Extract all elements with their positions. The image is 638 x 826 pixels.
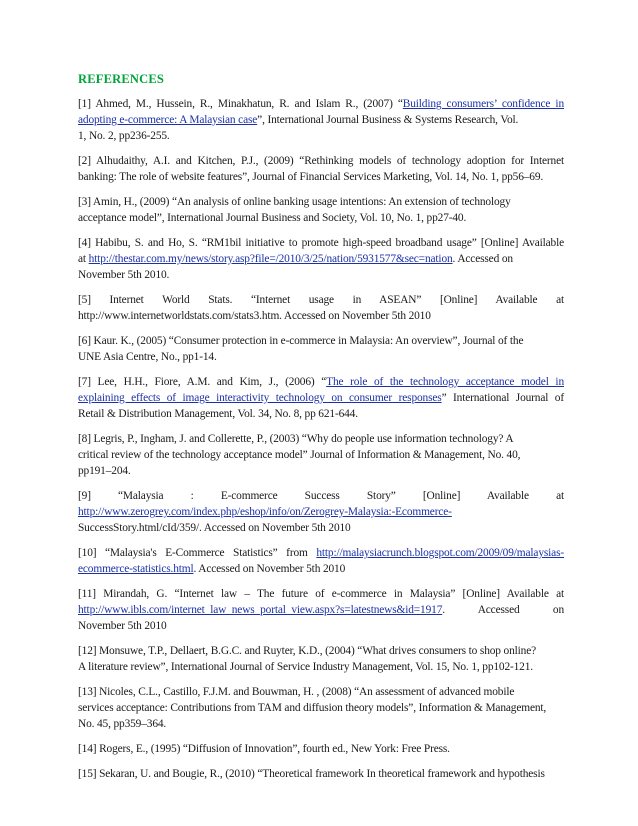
ref-line: [4] Habibu, S. and Ho, S. “RM1bil initiative to promote high-speed broadband usage” [Online] Available	[78, 237, 564, 249]
ref-line: SuccessStory.html/cId/359/. Accessed on November 5th 2010	[78, 522, 351, 534]
ref-line: [2] Alhudaithy, A.I. and Kitchen, P.J., (2009) “Rethinking models of technology adoption for Internet	[78, 155, 564, 167]
ref-link[interactable]: http://www.zerogrey.com/index.php/eshop/info/on/Zerogrey-Malaysia:-Ecommerce-	[78, 506, 452, 518]
ref-line: [9] “Malaysia : E-commerce Success Story” [Online] Available at	[78, 490, 564, 502]
reference-10	[78, 545, 564, 577]
ref-line: Retail & Distribution Management, Vol. 34, No. 8, pp 621-644.	[78, 408, 358, 420]
ref-link[interactable]: explaining effects of image interactivity technology on consumer responses	[78, 392, 442, 404]
reference-12	[78, 643, 564, 675]
ref-line: [8] Legris, P., Ingham, J. and Collerette, P., (2003) “Why do people use information technology? A	[78, 433, 514, 445]
ref-line: [12] Monsuwe, T.P., Dellaert, B.G.C. and Ruyter, K.D., (2004) “What drives consumers to shop online?	[78, 645, 537, 657]
ref-line: UNE Asia Centre, No., pp1-14.	[78, 351, 217, 363]
ref-line: [5] Internet World Stats. “Internet usage in ASEAN” [Online] Available at	[78, 294, 564, 306]
references-page	[78, 72, 564, 791]
ref-line: A literature review”, International Journal of Service Industry Management, Vol. 15, No. 1, pp102-121.	[78, 661, 533, 673]
ref-line: [7] Lee, H.H., Fiore, A.M. and Kim, J., (2006) “The role of the technology acceptance model in	[78, 376, 564, 388]
reference-6	[78, 333, 564, 365]
reference-13	[78, 684, 564, 732]
ref-link[interactable]: adopting e-commerce: A Malaysian case	[78, 114, 258, 126]
ref-line: banking: The role of website features”, Journal of Financial Services Marketing, Vol. 14, No. 1, pp56–69.	[78, 171, 544, 183]
ref-link[interactable]: http://malaysiacrunch.blogspot.com/2009/09/malaysias-	[316, 547, 564, 559]
ref-line: [11] Mirandah, G. “Internet law – The future of e-commerce in Malaysia” [Online] Available at	[78, 588, 564, 600]
ref-line: 1, No. 2, pp236-255.	[78, 130, 170, 142]
reference-9	[78, 488, 564, 536]
reference-5	[78, 292, 564, 324]
ref-line: critical review of the technology acceptance model” Journal of Information & Management, No. 40,	[78, 449, 521, 461]
ref-line	[78, 504, 564, 520]
ref-line: explaining effects of image interactivity technology on consumer responses” International Journal of	[78, 392, 564, 404]
reference-7	[78, 374, 564, 422]
ref-line: [1] Ahmed, M., Hussein, R., Minakhatun, R. and Islam R., (2007) “Building consumers’ confidence in	[78, 98, 564, 110]
ref-line: [15] Sekaran, U. and Bougie, R., (2010) “Theoretical framework In theoretical framework and hypothesis	[78, 768, 545, 780]
reference-14	[78, 741, 564, 757]
reference-11	[78, 586, 564, 634]
ref-link[interactable]: Building consumers’ confidence in	[402, 98, 564, 110]
ref-line: [13] Nicoles, C.L., Castillo, F.J.M. and Bouwman, H. , (2008) “An assessment of advanced mobile	[78, 686, 515, 698]
ref-line: [3] Amin, H., (2009) “An analysis of online banking usage intentions: An extension of technology	[78, 196, 511, 208]
references-heading: REFERENCES	[78, 72, 165, 86]
ref-line: pp191–204.	[78, 465, 131, 477]
ref-line: services acceptance: Contributions from TAM and diffusion theory models”, Information & Management,	[78, 702, 547, 714]
ref-line: http://www.ibls.com/internet_law_news_portal_view.aspx?s=latestnews&id=1917. Accessed on	[78, 604, 564, 616]
reference-3	[78, 194, 564, 226]
ref-link[interactable]: ecommerce-statistics.html	[78, 563, 194, 575]
ref-line: No. 45, pp359–364.	[78, 718, 167, 730]
ref-line: [6] Kaur. K., (2005) “Consumer protection in e-commerce in Malaysia: An overview”, Journal of the	[78, 335, 524, 347]
reference-1	[78, 96, 564, 144]
ref-line: November 5th 2010.	[78, 269, 170, 281]
ref-line: November 5th 2010	[78, 620, 167, 632]
ref-line: [10] “Malaysia's E-Commerce Statistics” from http://malaysiacrunch.blogspot.com/2009/09/malaysias-	[78, 547, 564, 559]
ref-line: adopting e-commerce: A Malaysian case”, International Journal Business & Systems Research, Vol.	[78, 114, 519, 126]
ref-line: [14] Rogers, E., (1995) “Diffusion of Innovation”, fourth ed., New York: Free Press.	[78, 743, 450, 755]
reference-8	[78, 431, 564, 479]
ref-line: ecommerce-statistics.html. Accessed on November 5th 2010	[78, 563, 346, 575]
reference-2	[78, 153, 564, 185]
ref-line: at http://thestar.com.my/news/story.asp?file=/2010/3/25/nation/5931577&sec=nation. Accessed on	[78, 253, 513, 265]
ref-line: acceptance model”, International Journal Business and Society, Vol. 10, No. 1, pp27-40.	[78, 212, 467, 224]
ref-link[interactable]: http://www.ibls.com/internet_law_news_portal_view.aspx?s=latestnews&id=1917	[78, 604, 443, 616]
ref-link[interactable]: The role of the technology acceptance model in	[326, 376, 564, 388]
ref-link[interactable]: http://thestar.com.my/news/story.asp?file=/2010/3/25/nation/5931577&sec=nation	[88, 253, 453, 265]
ref-line: http://www.internetworldstats.com/stats3.htm. Accessed on November 5th 2010	[78, 310, 431, 322]
reference-4	[78, 235, 564, 283]
reference-15	[78, 766, 564, 782]
